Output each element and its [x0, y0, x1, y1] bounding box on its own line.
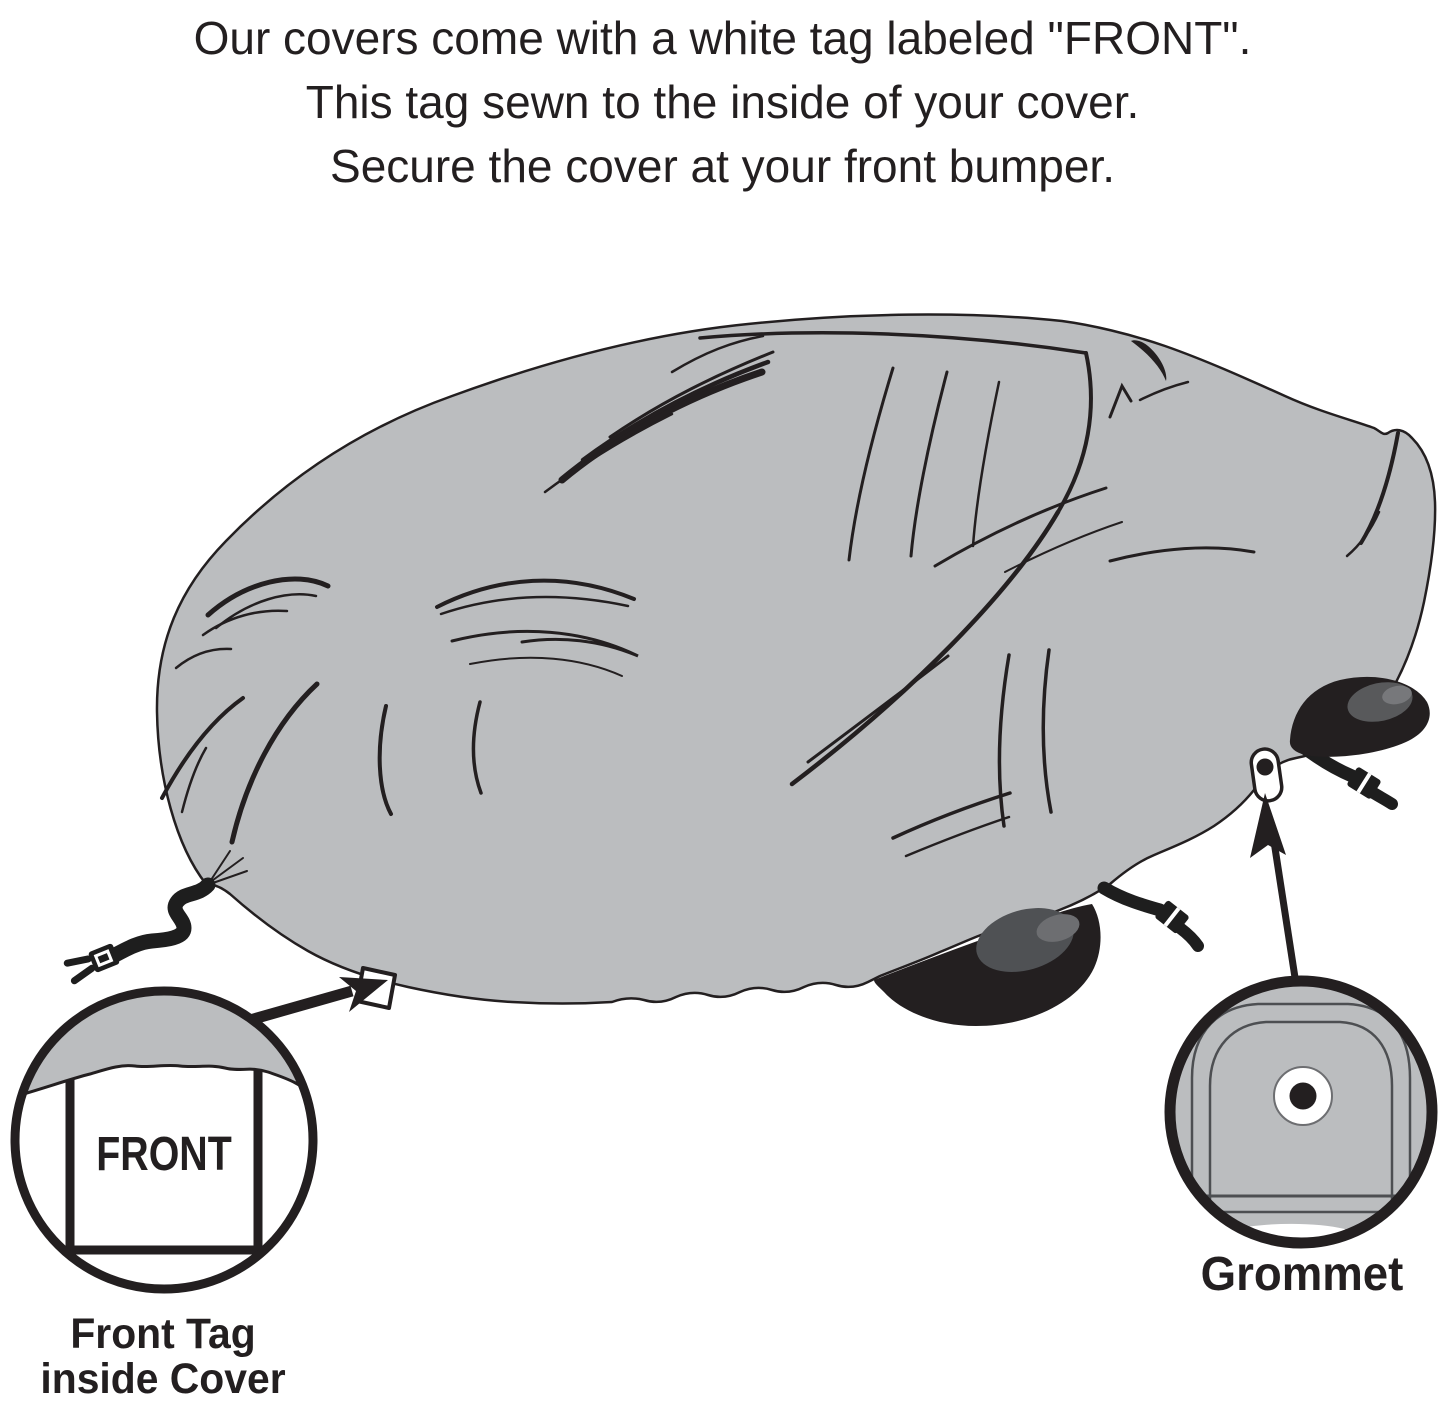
instruction-line-2: This tag sewn to the inside of your cover. [305, 76, 1140, 128]
front-tag-caption-line1: Front Tag [70, 1310, 256, 1358]
front-tag-label: FRONT [96, 1127, 232, 1181]
car-cover [157, 315, 1435, 1004]
grommet-caption: Grommet [1200, 1248, 1404, 1301]
front-strap [117, 885, 208, 954]
instruction-line-1: Our covers come with a white tag labeled "FRONT". [193, 12, 1252, 64]
front-strap-buckle [67, 943, 121, 982]
front-tag-caption-line2: inside Cover [40, 1355, 286, 1401]
grommet-eyelet [1274, 1067, 1332, 1125]
grommet-callout [1170, 981, 1432, 1243]
grommet-arrow [1250, 793, 1296, 984]
front-tag-caption [21, 1312, 306, 1401]
instruction-line-3: Secure the cover at your front bumper. [330, 140, 1115, 192]
